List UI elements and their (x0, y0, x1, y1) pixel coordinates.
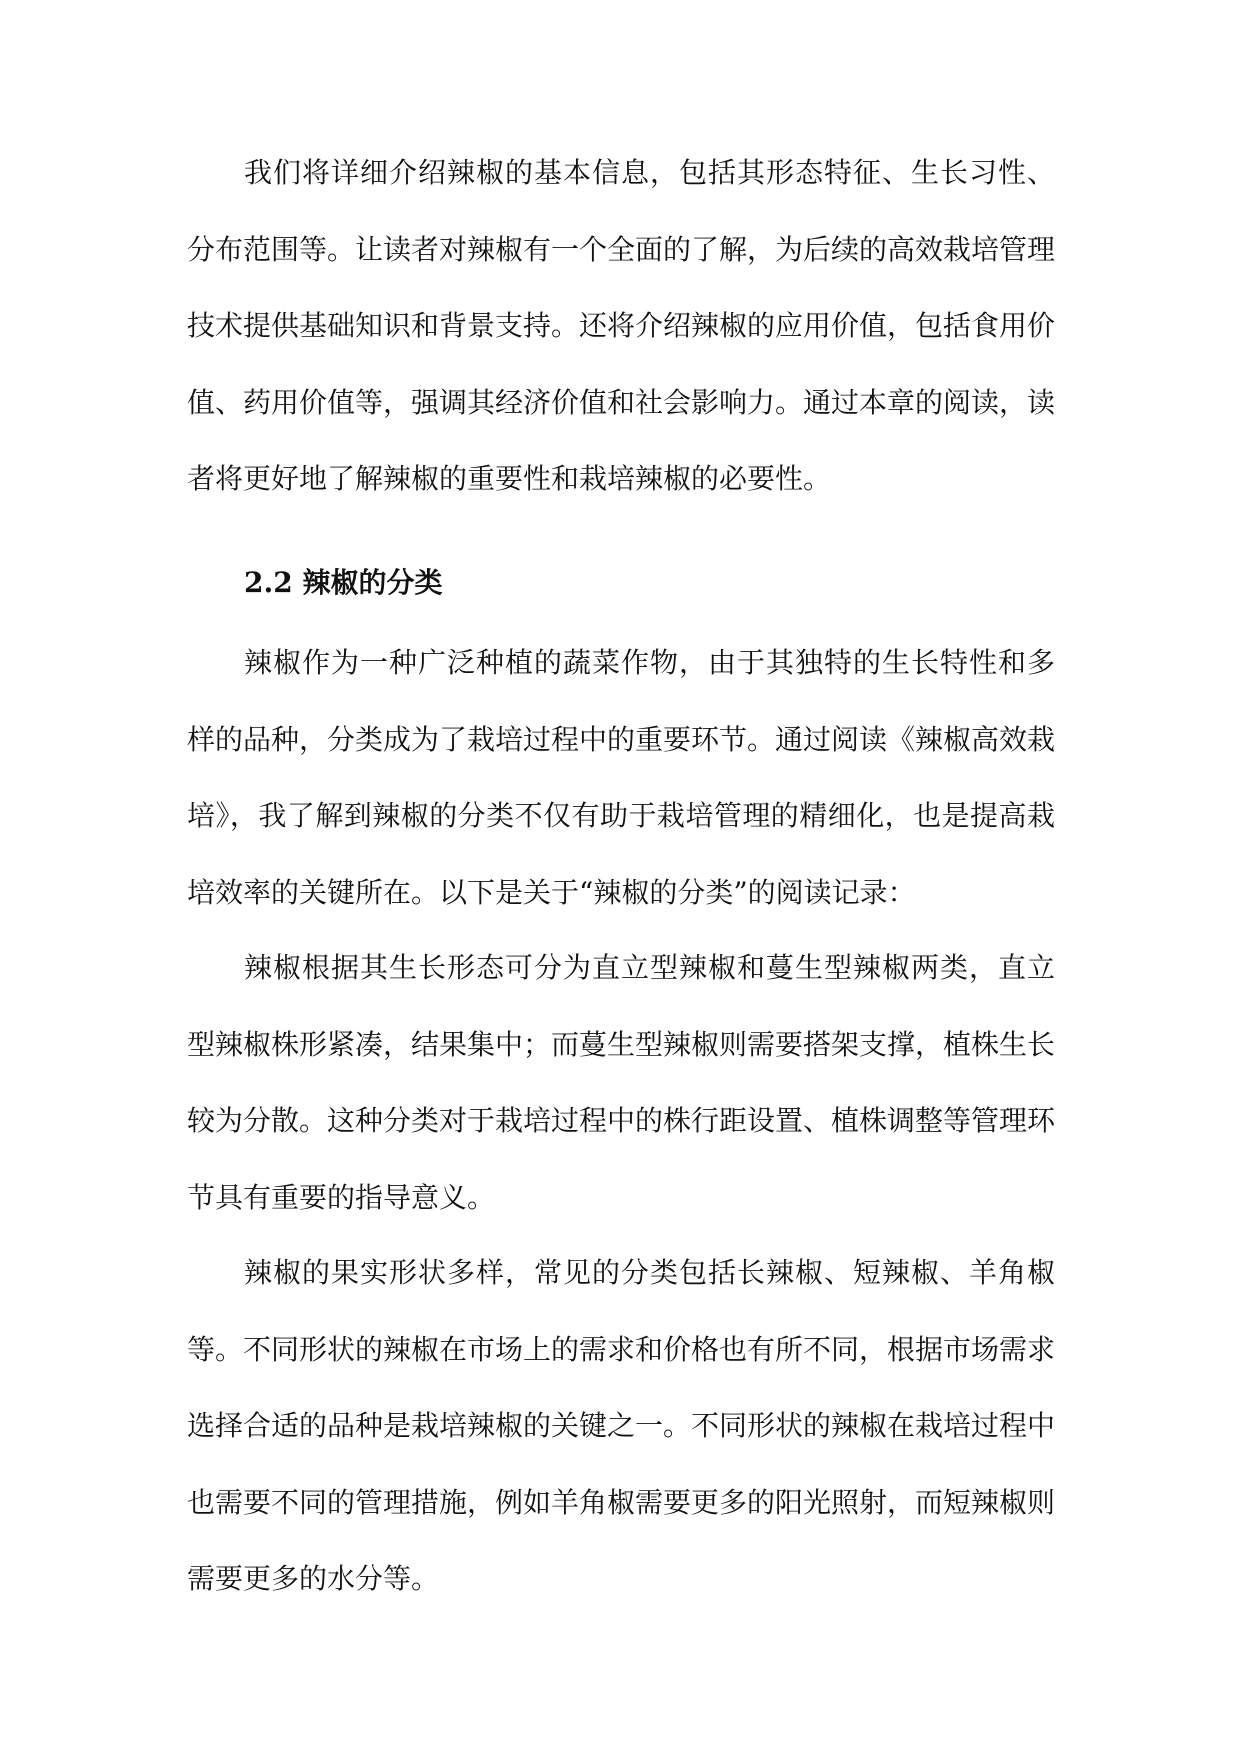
intro-paragraph (187, 135, 1055, 518)
section-heading-block (187, 545, 1055, 622)
section-heading: 2.2 辣椒的分类 (244, 566, 443, 599)
paragraph-text: 辣椒的果实形状多样，常见的分类包括长辣椒、短辣椒、羊角椒等。不同形状的辣椒在市场上的需求和价格也有所不同，根据市场需求选择合适的品种是栽培辣椒的关键之一。不同形状的辣椒在栽培过程中也需要不同的管理措施，例如羊角椒需要更多的阳光照射，而短辣椒则需要更多的水分等。 (187, 1256, 1056, 1595)
fruit-shape-paragraph (187, 1235, 1055, 1618)
paragraph-text: 辣椒作为一种广泛种植的蔬菜作物，由于其独特的生长特性和多样的品种，分类成为了栽培过程中的重要环节。通过阅读《辣椒高效栽培》，我了解到辣椒的分类不仅有助于栽培管理的精细化，也是提高栽培效率的关键所在。以下是关于“辣椒的分类”的阅读记录： (187, 646, 1056, 909)
paragraph-text: 我们将详细介绍辣椒的基本信息，包括其形态特征、生长习性、分布范围等。让读者对辣椒有一个全面的了解，为后续的高效栽培管理技术提供基础知识和背景支持。还将介绍辣椒的应用价值，包括食用价值、药用价值等，强调其经济价值和社会影响力。通过本章的阅读，读者将更好地了解辣椒的重要性和栽培辣椒的必要性。 (187, 156, 1056, 495)
growth-form-paragraph (187, 930, 1055, 1236)
classification-intro-paragraph (187, 625, 1055, 931)
paragraph-text: 辣椒根据其生长形态可分为直立型辣椒和蔓生型辣椒两类，直立型辣椒株形紧凑，结果集中；而蔓生型辣椒则需要搭架支撑，植株生长较为分散。这种分类对于栽培过程中的株行距设置、植株调整等管理环节具有重要的指导意义。 (187, 951, 1056, 1214)
